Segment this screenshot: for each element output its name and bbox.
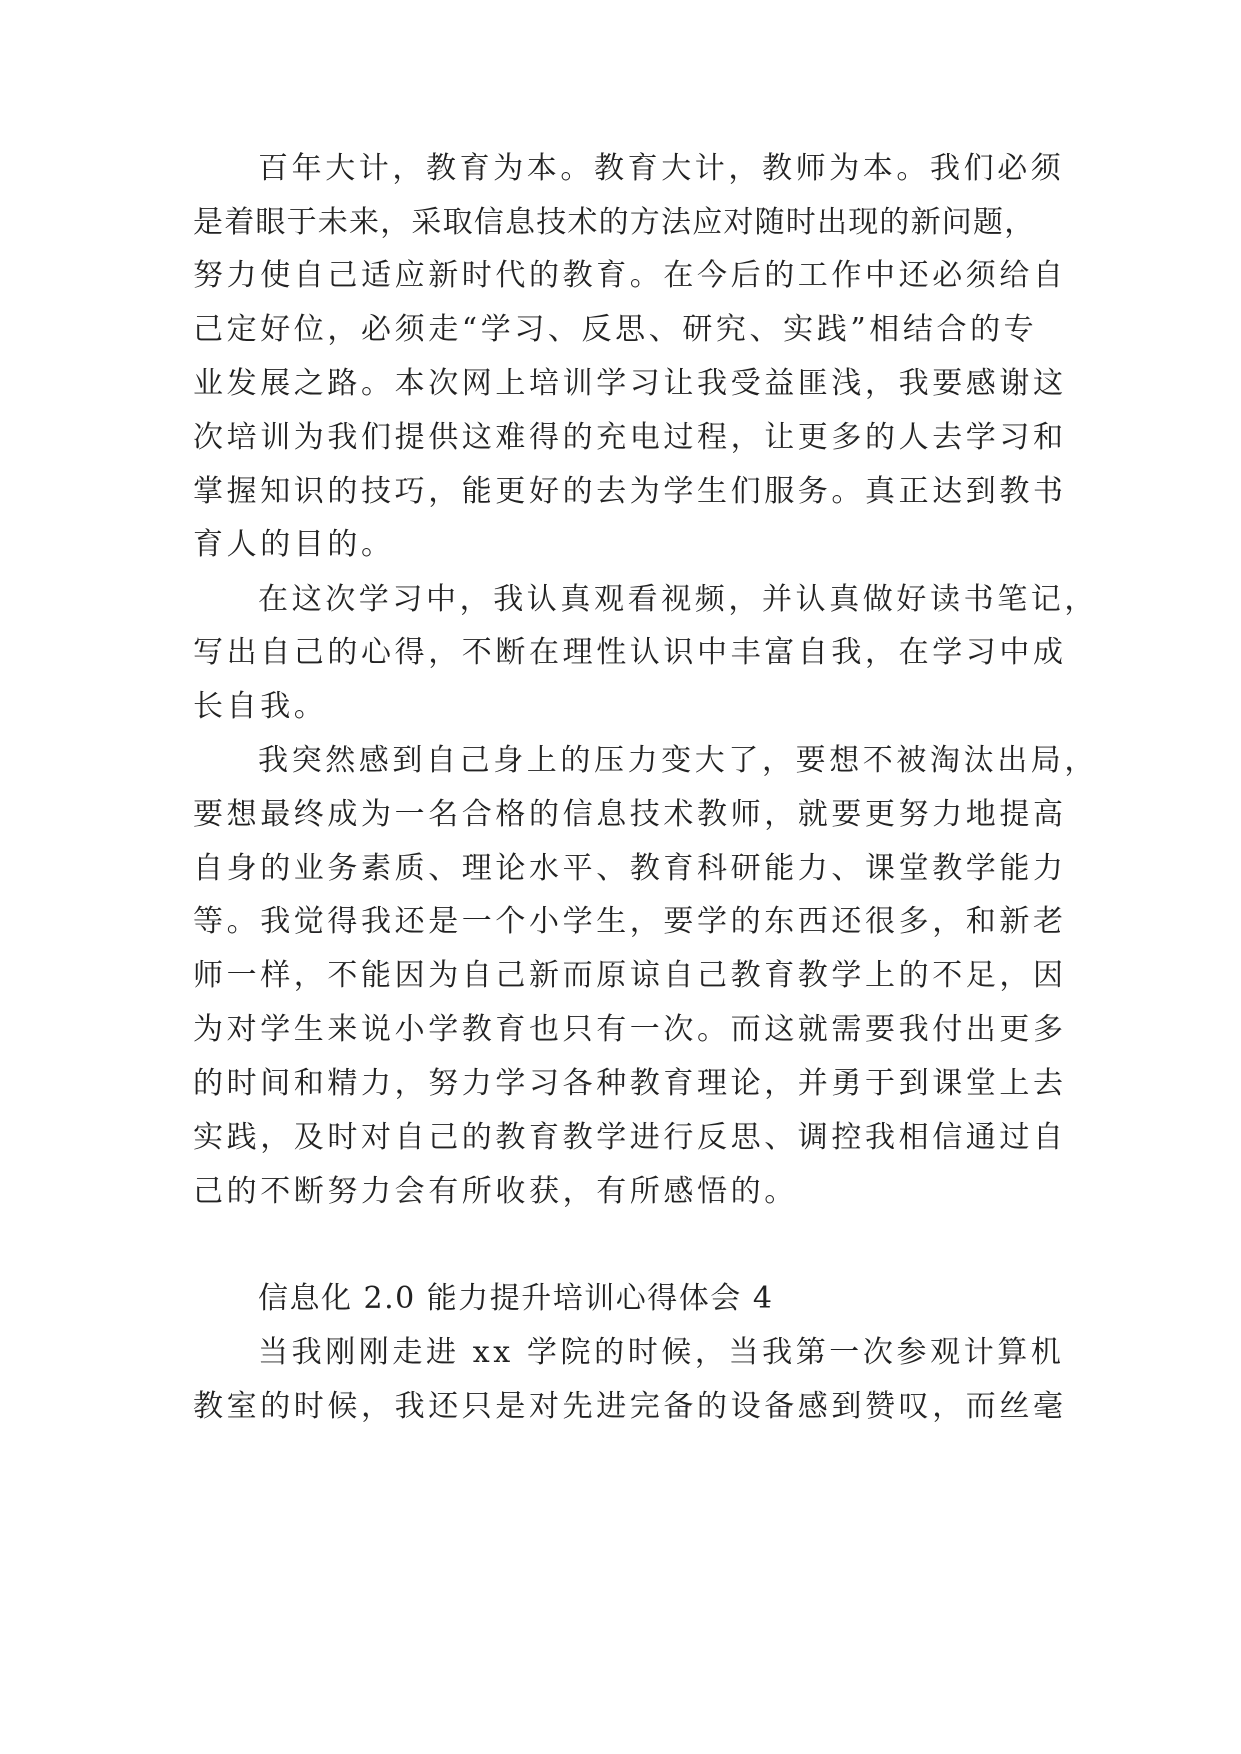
paragraph-line: 实践，及时对自己的教育教学进行反思、调控我相信通过自 — [193, 1120, 1067, 1155]
paragraph-line: 师一样，不能因为自己新而原谅自己教育教学上的不足，因 — [193, 958, 1067, 993]
paragraph-line: 百年大计，教育为本。教育大计，教师为本。我们必须 — [258, 151, 1065, 186]
paragraph-line: 在这次学习中，我认真观看视频，并认真做好读书笔记， — [258, 582, 1098, 617]
section-heading: 信息化 2.0 能力提升培训心得体会 4 — [258, 1281, 774, 1316]
paragraph-line: 长自我。 — [193, 689, 328, 724]
paragraph-line: 业发展之路。本次网上培训学习让我受益匪浅，我要感谢这 — [193, 366, 1067, 401]
paragraph-line: 次培训为我们提供这难得的充电过程，让更多的人去学习和 — [193, 420, 1067, 455]
paragraph-line: 掌握知识的技巧，能更好的去为学生们服务。真正达到教书 — [193, 474, 1067, 509]
paragraph-line: 努力使自己适应新时代的教育。在今后的工作中还必须给自 — [193, 258, 1067, 293]
paragraph-line: 自身的业务素质、理论水平、教育科研能力、课堂教学能力 — [193, 851, 1067, 886]
paragraph-line: 教室的时候，我还只是对先进完备的设备感到赞叹，而丝毫 — [193, 1389, 1067, 1424]
paragraph-line: 当我刚刚走进 xx 学院的时候，当我第一次参观计算机 — [258, 1335, 1065, 1370]
paragraph-line: 要想最终成为一名合格的信息技术教师，就要更努力地提高 — [193, 797, 1067, 832]
paragraph-line: 育人的目的。 — [193, 527, 395, 562]
paragraph-line: 写出自己的心得，不断在理性认识中丰富自我，在学习中成 — [193, 635, 1067, 670]
paragraph-line: 为对学生来说小学教育也只有一次。而这就需要我付出更多 — [193, 1012, 1067, 1047]
paragraph-line: 等。我觉得我还是一个小学生，要学的东西还很多，和新老 — [193, 904, 1067, 939]
paragraph-line: 是着眼于未来，采取信息技术的方法应对随时出现的新问题， — [193, 205, 1036, 240]
paragraph-line: 我突然感到自己身上的压力变大了，要想不被淘汰出局， — [258, 743, 1098, 778]
paragraph-line: 己的不断努力会有所收获，有所感悟的。 — [193, 1174, 798, 1209]
paragraph-line: 的时间和精力，努力学习各种教育理论，并勇于到课堂上去 — [193, 1066, 1067, 1101]
paragraph-line: 己定好位，必须走“学习、反思、研究、实践”相结合的专 — [193, 312, 1038, 347]
